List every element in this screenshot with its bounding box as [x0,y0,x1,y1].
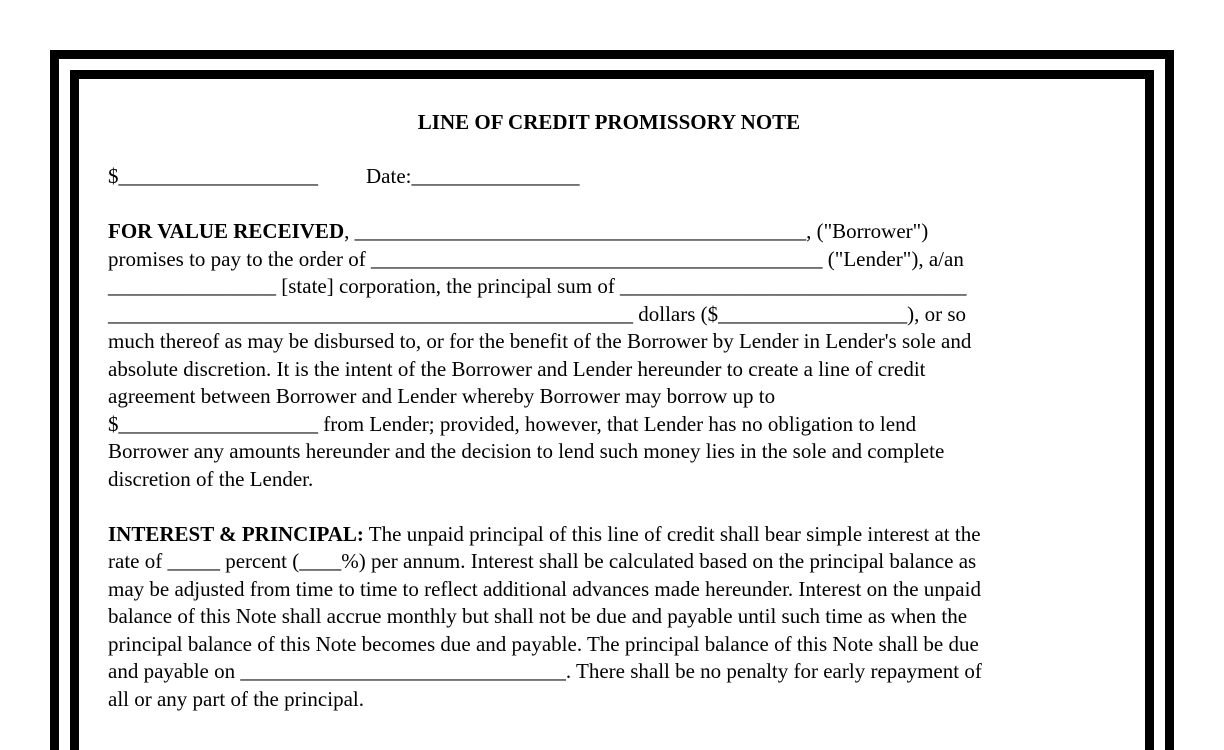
paragraph-line: agreement between Borrower and Lender whereby Borrower may borrow up to [108,384,776,408]
interest-principal-paragraph [108,521,1110,714]
paragraph-line: all or any part of the principal. [108,686,364,711]
paragraph-line: may be adjusted from time to time to reflect additional advances made hereunder. Interest on the unpaid [108,576,981,601]
paragraph-line: __________________________________________________ dollars ($__________________), or so [108,301,967,326]
paragraph-line: and payable on _______________________________. There shall be no penalty for early repayment of [108,659,982,683]
amount-field[interactable]: $___________________ [108,164,318,188]
paragraph-line: promises to pay to the order of ___________________________________________ ("Lender"), a/an [108,246,964,271]
paragraph-line: rate of _____ percent (____%) per annum. Interest shall be calculated based on the principal balance as [108,549,977,573]
paragraph-line: absolute discretion. It is the intent of the Borrower and Lender hereunder to create a line of credit [108,356,926,381]
document-title: LINE OF CREDIT PROMISSORY NOTE [417,110,801,134]
date-field[interactable]: Date:________________ [366,164,580,188]
paragraph-line: INTEREST & PRINCIPAL: The unpaid principal of this line of credit shall bear simple interest at the [108,521,981,546]
amount-date-line [108,163,1110,191]
interest-heading: INTEREST & PRINCIPAL: [108,521,364,546]
value-received-heading: FOR VALUE RECEIVED [108,219,345,243]
paragraph-line: FOR VALUE RECEIVED, ___________________________________________, ("Borrower") [108,219,929,243]
paragraph-line: much thereof as may be disbursed to, or for the benefit of the Borrower by Lender in Lender's sole and [108,329,972,353]
paragraph-line: ________________ [state] corporation, the principal sum of _________________________________ [108,274,967,298]
paragraph-line: Borrower any amounts hereunder and the decision to lend such money lies in the sole and complete [108,439,945,463]
paragraph-line: $___________________ from Lender; provided, however, that Lender has no obligation to lend [108,411,917,436]
value-received-paragraph [108,218,1110,493]
paragraph-line: balance of this Note shall accrue monthly but shall not be due and payable until such time as when the [108,604,968,628]
paragraph-line: principal balance of this Note becomes due and payable. The principal balance of this Note shall be due [108,631,979,656]
paragraph-line: discretion of the Lender. [108,466,314,491]
document-body [108,108,1110,741]
